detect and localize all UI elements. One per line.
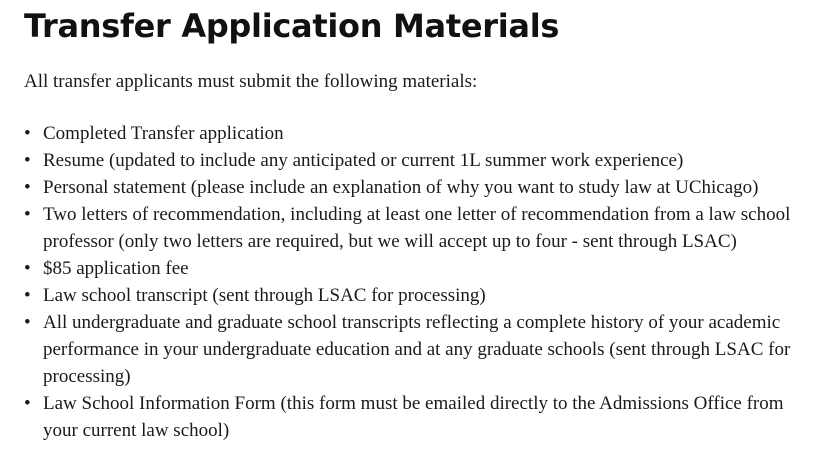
bullet-icon: • — [24, 312, 31, 333]
page-title: Transfer Application Materials — [24, 7, 560, 45]
bullet-icon: • — [24, 204, 31, 225]
bullet-icon: • — [24, 123, 31, 144]
materials-list — [24, 120, 814, 444]
bullet-icon: • — [24, 393, 31, 414]
list-item-text: Resume (updated to include any anticipated or current 1L summer work experience) — [43, 150, 684, 171]
list-item-text: Personal statement (please include an explanation of why you want to study law at UChicago) — [43, 177, 759, 198]
intro-text: All transfer applicants must submit the following materials: — [24, 71, 478, 92]
list-item-text: Two letters of recommendation, including at least one letter of recommendation from a law school professor (only two letters are required, but we will accept up to four - sent through LSAC) — [43, 204, 791, 252]
content-section — [24, 0, 814, 444]
list-item-text: Law School Information Form (this form must be emailed directly to the Admissions Office from your current law school) — [43, 393, 784, 441]
bullet-icon: • — [24, 285, 31, 306]
list-item — [24, 309, 814, 390]
list-item — [24, 255, 814, 282]
list-item — [24, 174, 814, 201]
list-item — [24, 147, 814, 174]
bullet-icon: • — [24, 258, 31, 279]
list-item-text: Law school transcript (sent through LSAC for processing) — [43, 285, 486, 306]
list-item-text: $85 application fee — [43, 258, 189, 279]
bullet-icon: • — [24, 177, 31, 198]
list-item — [24, 201, 814, 255]
list-item-text: All undergraduate and graduate school transcripts reflecting a complete history of your academic performance in your undergraduate education and at any graduate schools (sent through LSAC for processing) — [43, 312, 791, 387]
list-item — [24, 390, 814, 444]
list-item — [24, 120, 814, 147]
list-item-text: Completed Transfer application — [43, 123, 284, 144]
list-item — [24, 282, 814, 309]
bullet-icon: • — [24, 150, 31, 171]
